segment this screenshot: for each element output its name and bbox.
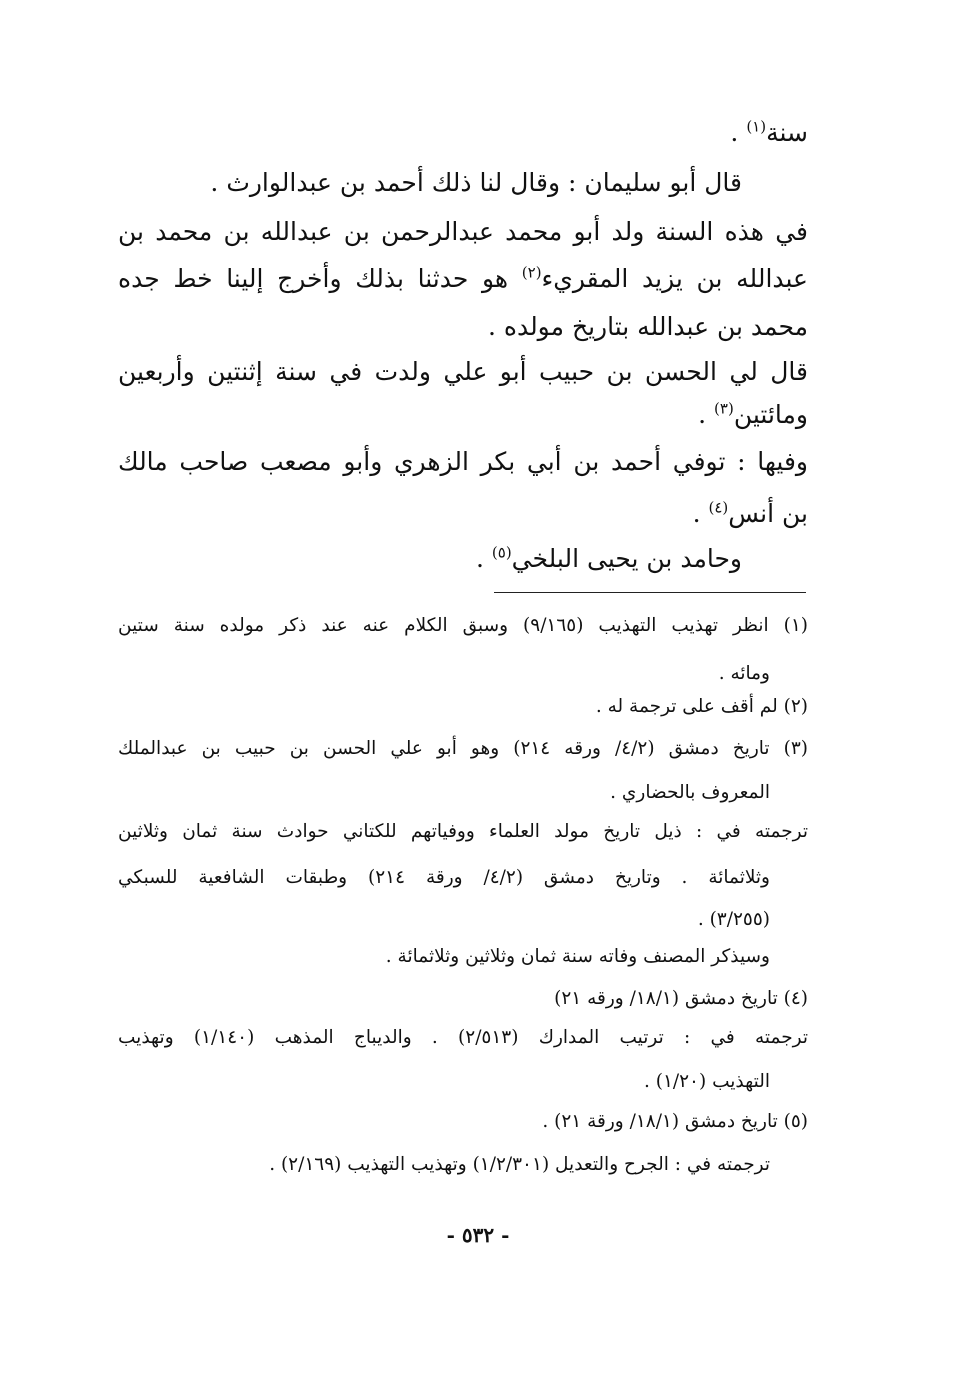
main-text: سنة bbox=[766, 118, 808, 147]
footnote-line-2 bbox=[650, 658, 770, 690]
main-text: وحامد بن يحيى البلخي bbox=[511, 544, 742, 573]
footnote-line-4 bbox=[118, 733, 808, 765]
footnote-text: (٣) تاريخ دمشق (٤/٢/ ورقه ٢١٤) وهو أبو علي الحسن بن حبيب بن عبدالملك bbox=[118, 738, 809, 759]
main-line-10 bbox=[442, 539, 742, 579]
footnote-line-10 bbox=[488, 983, 808, 1015]
footnote-line-14 bbox=[180, 1149, 770, 1181]
footnote-text: ترجمته في : الجرح والتعديل (١/٢/٣٠١) وتهذيب التهذيب (٢/١٦٩) . bbox=[269, 1154, 770, 1175]
footnote-ref-3[interactable]: (٣) bbox=[714, 399, 734, 418]
footnote-line-3 bbox=[548, 691, 808, 723]
footnote-line-1 bbox=[118, 610, 808, 642]
footnote-ref-2[interactable]: (٢) bbox=[521, 263, 542, 282]
main-text: بن أنس bbox=[728, 499, 808, 528]
footnote-text: ترجمته في : ترتيب المدارك (٢/٥١٣) . والديباج المذهب (١/١٤٠) وتهذيب bbox=[118, 1027, 808, 1048]
footnote-text: (٥) تاريخ دمشق (١٨/١/ ورقة ٢١) . bbox=[542, 1111, 808, 1132]
footnote-text: وسيذكر المصنف وفاته سنة ثمان وثلاثين وثلاثمائة . bbox=[385, 946, 770, 967]
footnote-text: ومائه . bbox=[718, 663, 770, 684]
footnote-line-13 bbox=[458, 1106, 808, 1138]
main-line-6 bbox=[118, 352, 808, 392]
main-text: . bbox=[475, 544, 492, 573]
main-line-7 bbox=[668, 395, 808, 435]
footnote-line-11 bbox=[118, 1022, 808, 1054]
main-line-1 bbox=[718, 113, 808, 153]
footnote-line-8 bbox=[630, 904, 770, 936]
footnote-ref-4[interactable]: (٤) bbox=[708, 498, 729, 517]
main-text: . bbox=[730, 118, 747, 147]
footnote-text: المعروف بالحضاري . bbox=[610, 782, 770, 803]
page-number: - ٥٣٢ - bbox=[446, 1223, 510, 1247]
main-text: هو حدثنا بذلك وأخرج إلينا خط جده bbox=[118, 264, 522, 293]
footnote-text: (١) انظر تهذيب التهذيب (٩/١٦٥) وسبق الكلام عنه عند ذكر مولده سنة ستين bbox=[118, 615, 808, 636]
footnote-text: (٤) تاريخ دمشق (١٨/١/ ورقه ٢١) bbox=[554, 988, 808, 1009]
footnote-line-6 bbox=[118, 816, 808, 848]
main-line-3 bbox=[118, 212, 808, 252]
main-line-9 bbox=[692, 494, 808, 534]
footnote-text: ترجمته في : ذيل تاريخ مولد العلماء ووفياتهم للكتاني حوادث سنة ثمان وثلاثين bbox=[118, 821, 808, 842]
main-text: وفيها : توفي أحمد بن أبي بكر الزهري وأبو مصعب صاحب مالك bbox=[118, 447, 808, 476]
main-line-5 bbox=[408, 307, 808, 347]
main-text: قال لي الحسن بن حبيب أبو علي ولدت في سنة إثنتين وأربعين bbox=[118, 357, 808, 386]
main-text: . bbox=[698, 400, 715, 429]
main-text: محمد بن عبدالله بتاريخ مولده . bbox=[487, 312, 808, 341]
main-text: عبدالله بن يزيد المقريء bbox=[541, 264, 808, 293]
footnote-line-5 bbox=[530, 777, 770, 809]
footnote-text: (٢) لم أقف على ترجمة له . bbox=[595, 696, 808, 717]
main-line-4 bbox=[118, 259, 808, 299]
footnote-ref-1[interactable]: (١) bbox=[746, 117, 767, 136]
main-text: في هذه السنة ولد أبو محمد عبدالرحمن بن عبدالله بن محمد بن bbox=[118, 217, 808, 246]
main-line-8 bbox=[118, 442, 808, 482]
footnote-ref-5[interactable]: (٥) bbox=[491, 543, 512, 562]
footnote-line-9 bbox=[330, 941, 770, 973]
main-text: قال أبو سليمان : وقال لنا ذلك أحمد بن عبدالوارث . bbox=[210, 168, 742, 197]
footnote-text: (٣/٢٥٥) . bbox=[697, 909, 770, 930]
footnote-separator bbox=[494, 592, 806, 593]
main-line-2 bbox=[182, 163, 742, 203]
footnote-line-12 bbox=[560, 1066, 770, 1098]
main-text: ومائتين bbox=[733, 400, 808, 429]
footnote-line-7 bbox=[118, 862, 770, 894]
footnote-text: وثلاثمائة . وتاريخ دمشق (٤/٢/ ورقة ٢١٤) وطبقات الشافعية للسبكي bbox=[118, 867, 770, 888]
footnote-text: التهذيب (١/٢٠) . bbox=[643, 1071, 770, 1092]
main-text: . bbox=[692, 499, 709, 528]
